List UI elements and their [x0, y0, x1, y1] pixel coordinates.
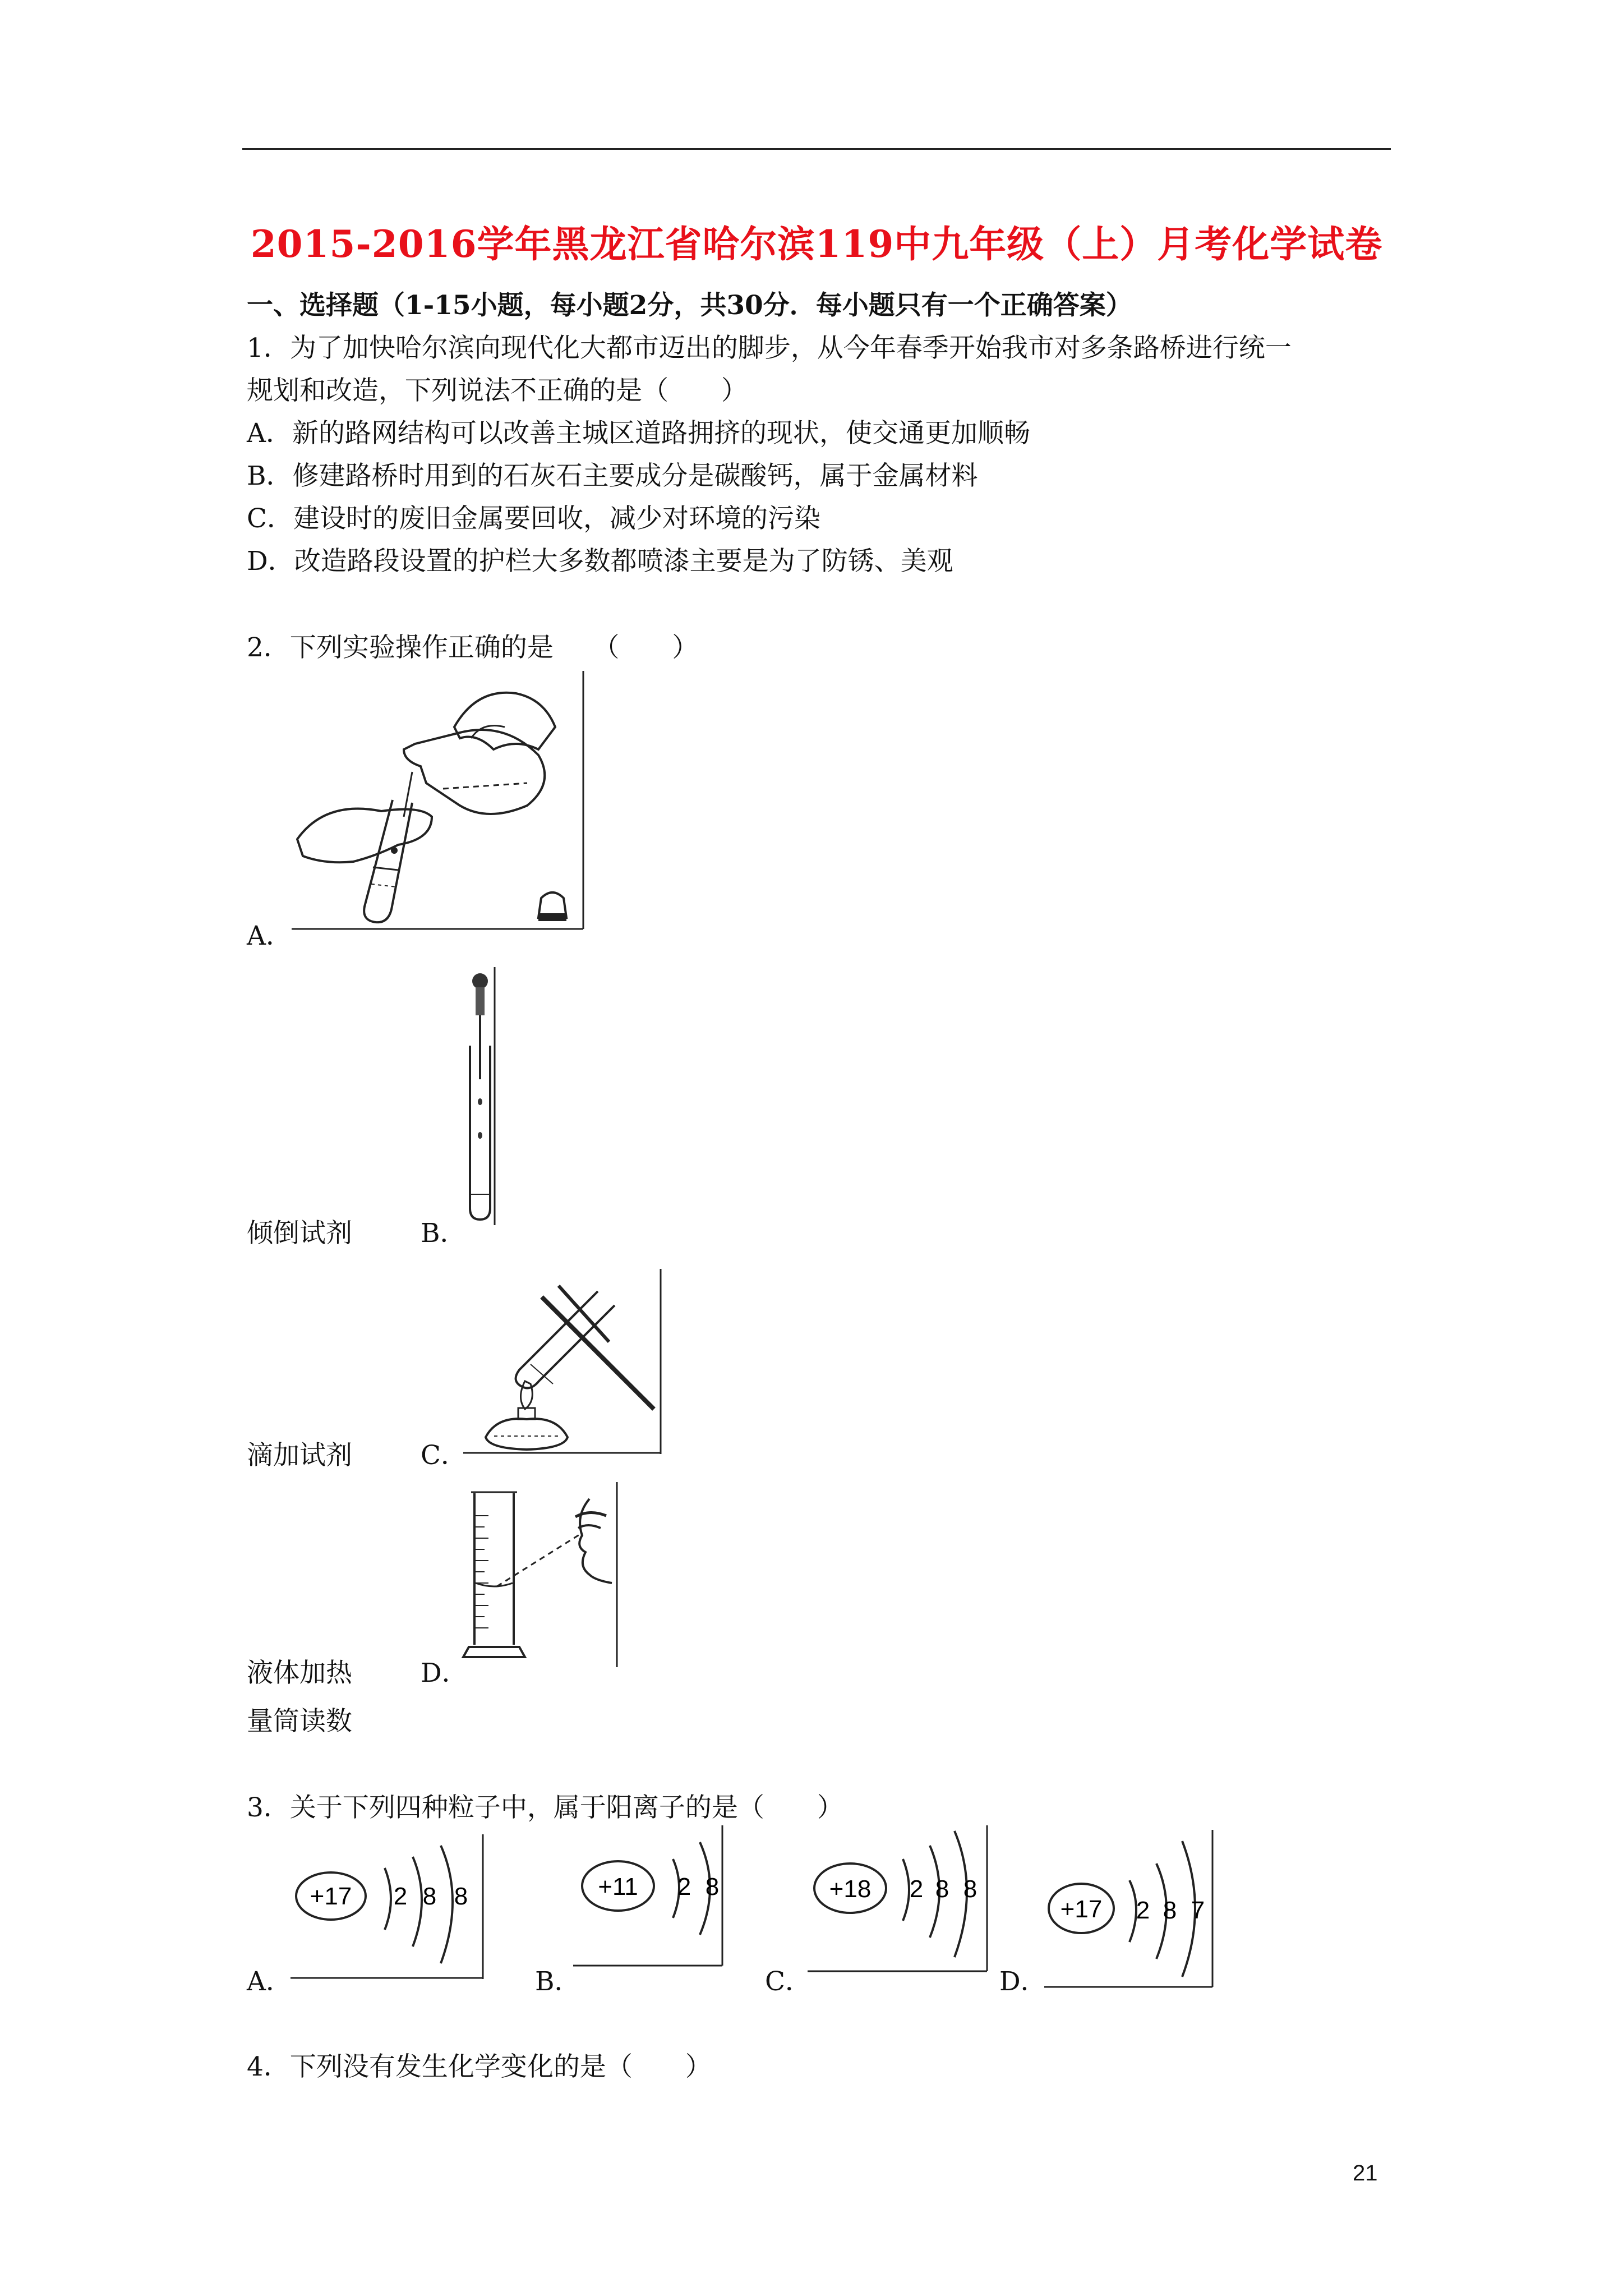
q1-stem-line1: 1．为了加快哈尔滨向现代化大都市迈出的脚步，从今年春季开始我市对多条路桥进行统一	[247, 333, 1292, 364]
particle-c-structure-diagram	[808, 1825, 988, 1972]
q2-label-a: A．	[247, 921, 292, 951]
particle-a-shell-3: 8	[454, 1883, 468, 1910]
page-number: 21	[1353, 2161, 1378, 2185]
q1-option-a: A．新的路网结构可以改善主城区道路拥挤的现状，使交通更加顺畅	[247, 418, 1030, 449]
exam-title: 2015-2016学年黑龙江省哈尔滨119中九年级（上）月考化学试卷	[250, 222, 1383, 266]
particle-b-shell-2: 8	[705, 1873, 720, 1901]
q2-caption-a: 倾倒试剂	[247, 1218, 352, 1249]
heating-liquid-figure	[463, 1269, 662, 1454]
q2-label-b: B．	[421, 1218, 467, 1249]
dropping-reagent-figure	[463, 967, 497, 1225]
particle-c-nucleus: +18	[829, 1875, 872, 1903]
q2-label-d: D．	[421, 1658, 468, 1688]
particle-b-shell-1: 2	[677, 1873, 691, 1901]
particle-a-structure-diagram	[291, 1834, 484, 1980]
particle-d-shell-3: 7	[1191, 1897, 1205, 1924]
particle-b-nucleus: +11	[598, 1873, 638, 1901]
q1-stem-line2: 规划和改造，下列说法不正确的是（ ）	[247, 375, 748, 406]
q1-option-b: B．修建路桥时用到的石灰石主要成分是碳酸钙，属于金属材料	[247, 461, 978, 491]
particle-c-shell-3: 8	[963, 1875, 978, 1903]
particle-b-structure-diagram	[573, 1825, 723, 1967]
q3-label-a: A．	[247, 1966, 292, 1997]
q1-option-c: C．建设时的废旧金属要回收，减少对环境的污染	[247, 503, 820, 534]
q3-label-d: D．	[999, 1966, 1047, 1997]
particle-a-shell-2: 8	[422, 1883, 437, 1910]
particle-a-nucleus: +17	[310, 1883, 352, 1910]
q3-stem: 3．关于下列四种粒子中，属于阳离子的是（ ）	[247, 1792, 843, 1823]
particle-d-shell-1: 2	[1136, 1897, 1150, 1924]
q2-stem: 2．下列实验操作正确的是 （ ）	[247, 632, 699, 663]
q2-caption-b: 滴加试剂	[247, 1440, 352, 1471]
pouring-reagent-figure	[292, 671, 583, 929]
particle-d-structure-diagram	[1044, 1830, 1214, 1988]
particle-a-shell-1: 2	[393, 1883, 408, 1910]
particle-c-shell-2: 8	[935, 1875, 949, 1903]
q3-label-c: C．	[765, 1966, 811, 1997]
q2-caption-d: 量筒读数	[247, 1706, 352, 1737]
q2-caption-c: 液体加热	[247, 1658, 352, 1688]
particle-d-nucleus: +17	[1060, 1895, 1103, 1923]
section-heading: 一、选择题（1-15小题，每小题2分，共30分．每小题只有一个正确答案）	[247, 290, 1132, 321]
particle-d-shell-2: 8	[1163, 1897, 1177, 1924]
header-rule	[242, 148, 1391, 150]
q2-label-c: C．	[421, 1440, 467, 1471]
q3-label-b: B．	[535, 1966, 581, 1997]
q1-option-d: D．改造路段设置的护栏大多数都喷漆主要是为了防锈、美观	[247, 546, 953, 577]
q4-stem: 4．下列没有发生化学变化的是（ ）	[247, 2051, 712, 2082]
particle-c-shell-1: 2	[909, 1875, 924, 1903]
cylinder-reading-figure	[463, 1482, 618, 1667]
